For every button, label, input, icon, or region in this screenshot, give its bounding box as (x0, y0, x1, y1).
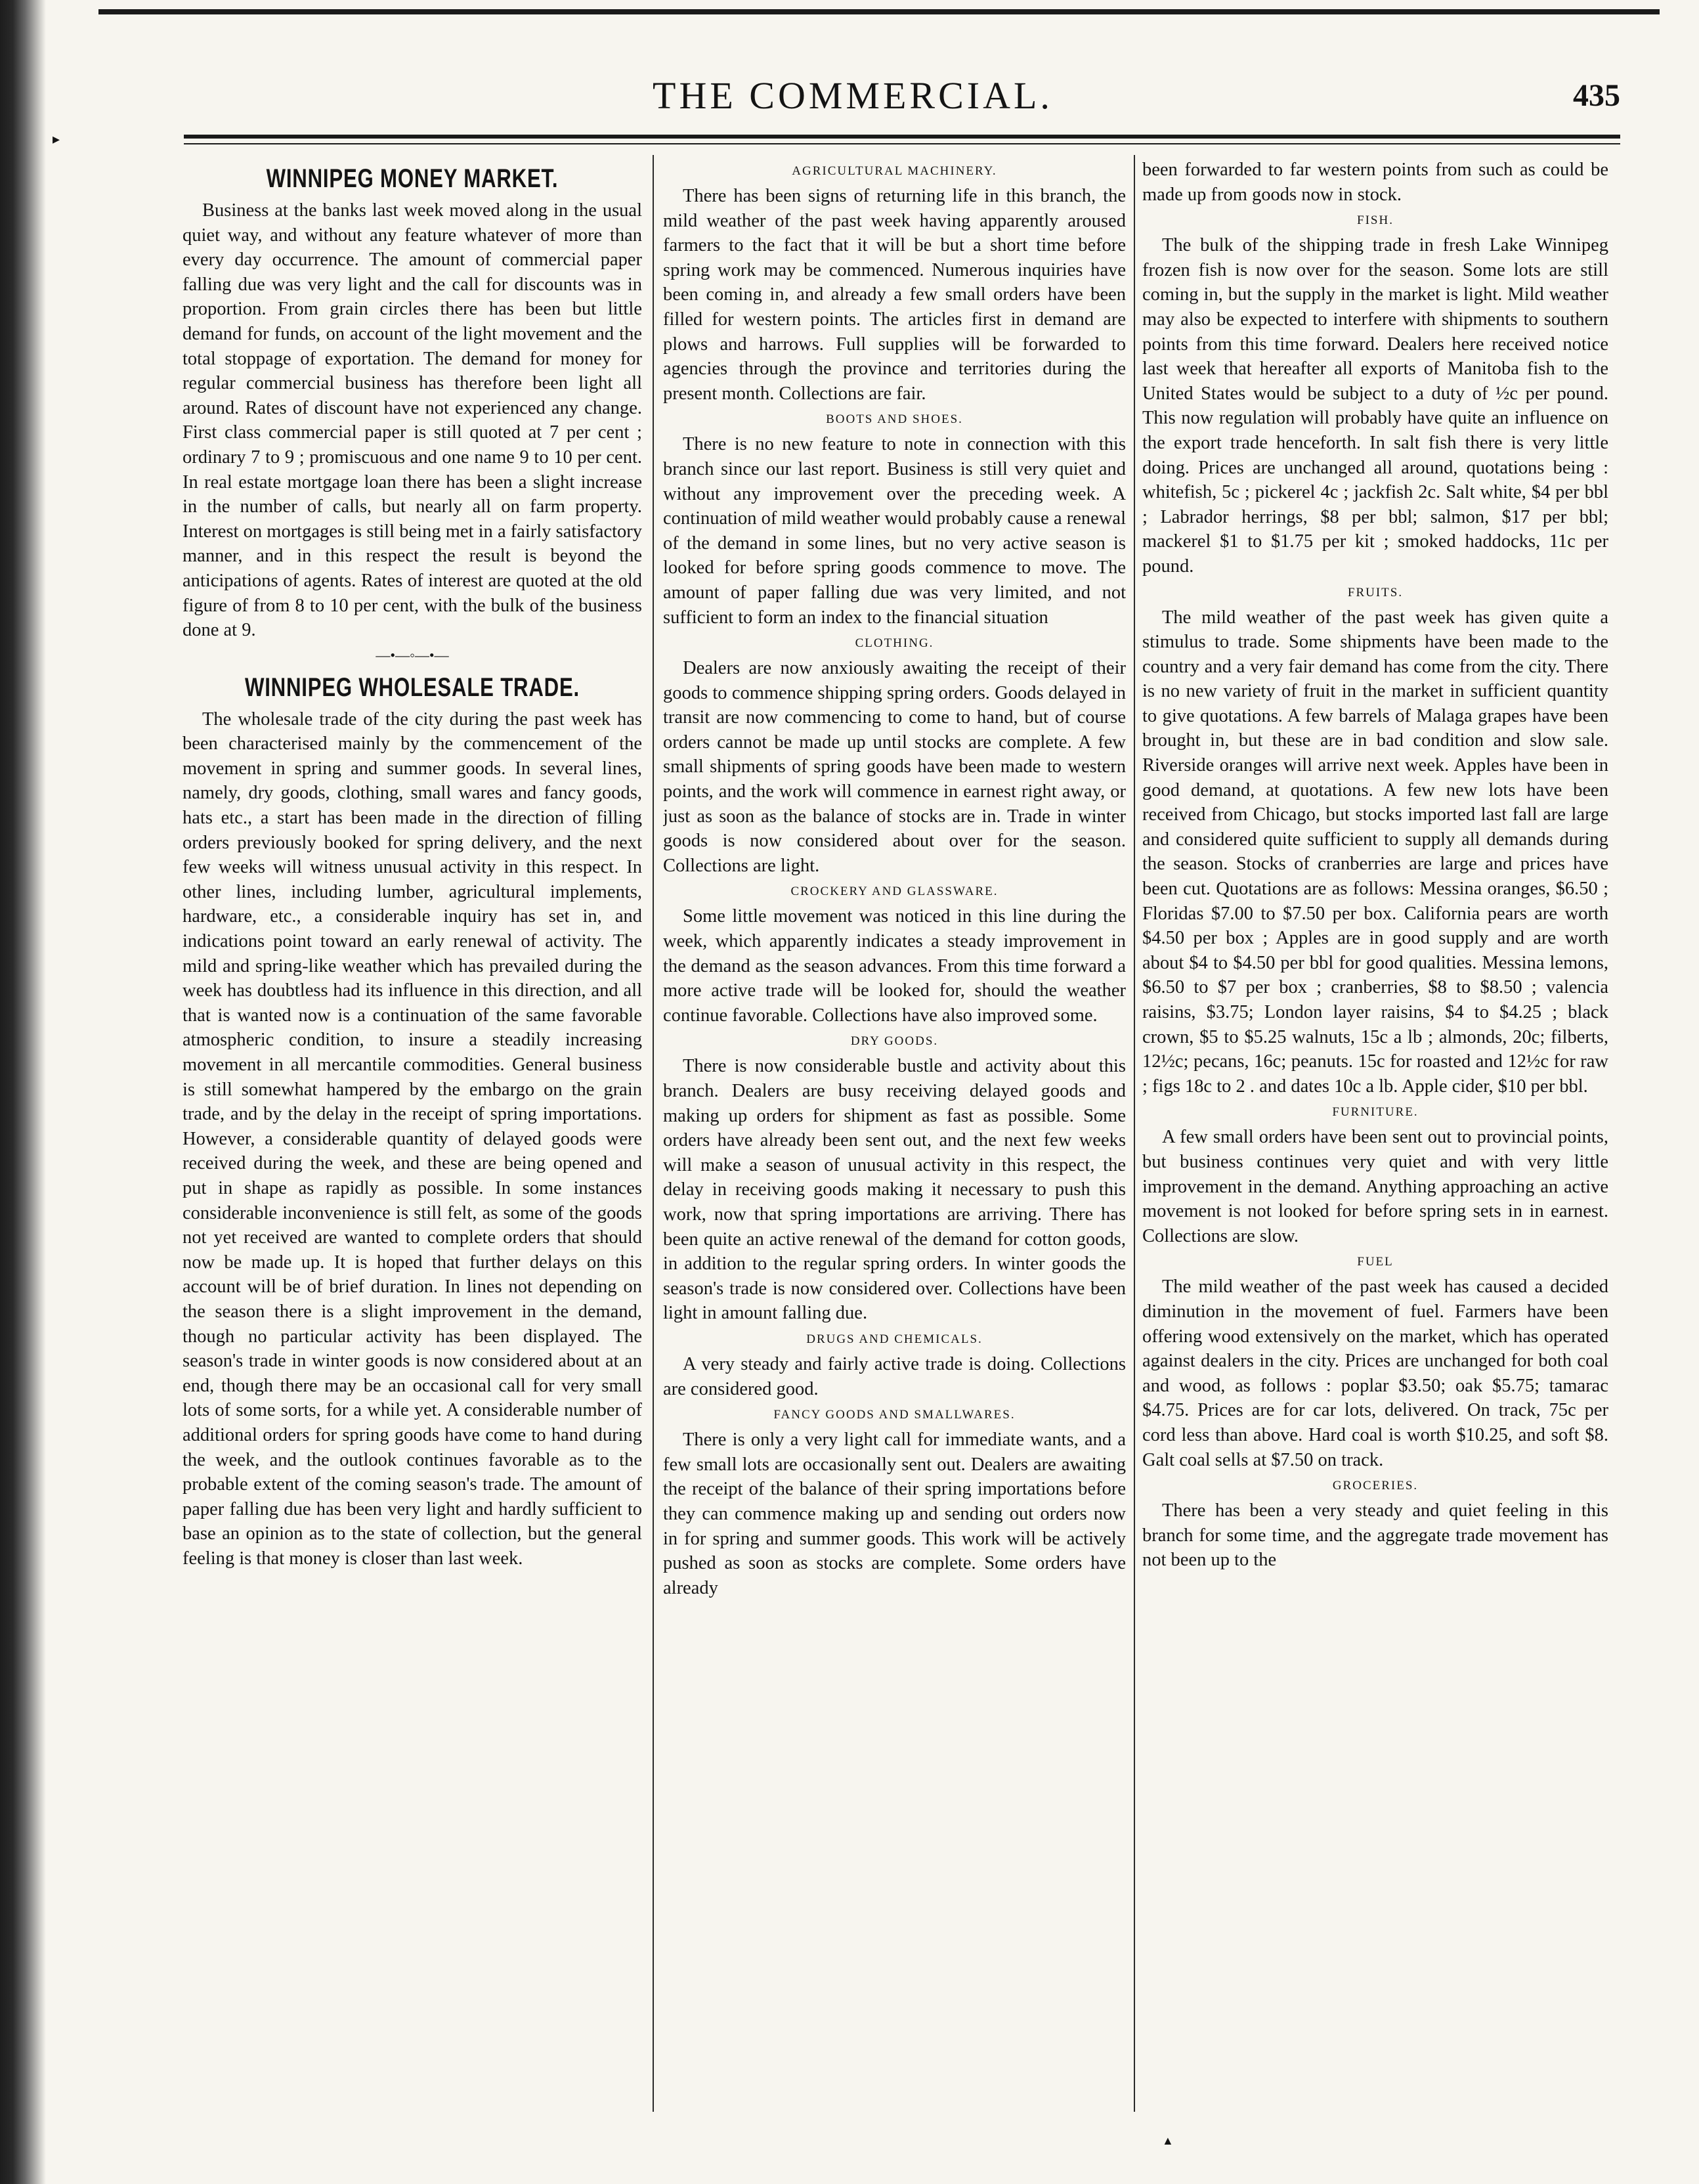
furniture-body: A few small orders have been sent out to provincial points, but business continues very quiet and with very little improvement in the demand. Anything approaching an active movement is not looked for before spring sets in in earnest. Collections are slow. (1142, 1127, 1608, 1246)
fish-body: The bulk of the shipping trade in fresh Lake Winnipeg frozen fish is now over for the season. Some lots are still coming in, but the supply in the market is light. Mild weather may also be expected to interfere with shipments to southern points from this time forward. Dealers here received notice last week that hereafter all exports of Manitoba fish to the United States would be subject to a duty of ½c per pound. This now regulation will probably have quite an influence on the export trade henceforth. In salt fish there is very little doing. Prices are unchanged all around, quotations being : whitefish, 5c ; pickerel 4c ; jackfish 2c. Salt white, $4 per bbl ; Labrador herrings, $8 per bbl; salmon, $17 per bbl; mackerel $1 to $1.75 per kit ; smoked haddocks, 11c per pound. (1142, 235, 1608, 577)
boots-shoes-body: There is no new feature to note in connection with this branch since our last report. Business is still very quiet and without any improvement over the preceding week. A continuation of mild weather would probably cause a renewal of the demand in some lines, but no very active season is looked for before spring goods commence to move. The amount of paper falling due was very limited, and not sufficient to form an index to the financial situation (663, 434, 1126, 628)
drugs-heading: DRUGS AND CHEMICALS. (806, 1332, 983, 1346)
groceries-body: There has been a very steady and quiet feeling in this branch for some time, and the aggregate trade movement has not been up to the (1142, 1500, 1608, 1571)
money-market-body: Business at the banks last week moved along in the usual quiet way, and without any feature whatever of more than every day occurrence. The amount of commercial paper falling due was very light and the call for discounts was in proportion. From grain circles there has been but little demand for funds, on account of the light movement and the total stoppage of exportation. The demand for money for regular commercial business has therefore been light all around. Rates of discount have not experienced any change. First class commercial paper is still quoted at 7 per cent ; ordinary 7 to 9 ; promiscuous and one name 9 to 10 per cent. In real estate mortgage loan there has been a slight increase in the number of calls, but nearly all on farm property. Interest on mortgages is still being met in a fairly satisfactory manner, and in this respect the result is beyond the anticipations of agents. Rates of interest are quoted at the old figure of from 8 to 10 per cent, with the bulk of the business done at 9. (183, 200, 642, 641)
wholesale-trade-body: The wholesale trade of the city during the past week has been characterised mainly by the commencement of the movement in spring and summer goods. In several lines, namely, dry goods, clothing, small wares and fancy goods, hats etc., a start has been made in the direction of filling orders previously booked for spring delivery, and the next few weeks will witness unusual activity in this respect. In other lines, including lumber, agricultural implements, hardware, etc., a considerable inquiry has set in, and indications point toward an early renewal of activity. The mild and spring-like weather which has prevailed during the week has doubtless had its influence in this direction, and all that is wanted now is a continuation of the same favorable atmospheric condition, to insure a steadily increasing movement in all mercantile commodities. General business is still somewhat hampered by the embargo on the grain trade, and by the delay in the receipt of spring importations. However, a considerable quantity of delayed goods were received during the week, and these are being opened and put in shape as rapidly as possible. In some instances considerable inconvenience is still felt, as some of the goods not yet received are wanted to complete orders that should now be made up. It is hoped that further delays on this account will be of brief duration. In lines not depending on the season there is a slight improvement in the demand, though no particular activity has been displayed. The season's trade in winter goods is now considered about at an end, though there may be an occasional call for very small lots of some sorts, for a while yet. A considerable number of additional orders for spring goods have come to hand during the week, and the outlook continues favorable as to the probable extent of the coming season's trade. The amount of paper falling due has been very light and hardly sufficient to base an opinion as to the state of collection, but the general feeling is that money is closer than last week. (183, 709, 642, 1569)
wholesale-trade-heading: WINNIPEG WHOLESALE TRADE. (244, 672, 580, 702)
drugs-body: A very steady and fairly active trade is doing. Collections are considered good. (663, 1353, 1126, 1399)
agricultural-machinery-heading: AGRICULTURAL MACHINERY. (792, 164, 997, 178)
crockery-heading: CROCKERY AND GLASSWARE. (790, 885, 999, 899)
column-2 (663, 158, 1126, 2141)
column-3 (1142, 158, 1608, 2141)
fuel-body: The mild weather of the past week has caused a decided diminution in the movement of fuel. Farmers have been offering wood extensively on the market, which has operated against dealers in the city. Prices are unchanged for both coal and wood, as follows : poplar $3.50; oak $5.75; tamarac $4.75. Prices are for car lots, delivered. On track, 75c per cord less than above. Hard coal is worth $10.25, and soft $8. Galt coal sells at $7.50 on track. (1142, 1277, 1608, 1470)
fruits-body: The mild weather of the past week has given quite a stimulus to trade. Some shipments have been made to the country and a very fair demand has come from the city. There is no new variety of fruit in the market in sufficient quantity to give quotations. A few barrels of Malaga grapes have been brought in, but these are in bad condition and slow sale. Riverside oranges will arrive next week. Apples have been in good demand, at quotations. A few new lots have been received from Chicago, but stocks imported last fall are large and considered quite sufficient to supply all demands during the season. Stocks of cranberries are large and prices have been cut. Quotations are as follows: Messina oranges, $6.50 ; Floridas $7.00 to $7.50 per box. California pears are worth $4.50 per box ; Apples are in good supply and are worth about $4 to $4.50 per bbl for good qualities. Messina lemons, $6.50 to $7 per box ; cranberries, $8 to $8.50 ; valencia raisins, $3.75; London layer raisins, $4 to $4.25 ; black crown, $5 to $5.25 walnuts, 15c a lb ; almonds, 20c; filberts, 12½c; pecans, 16c; peanuts. 15c for roasted and 12½c for raw ; figs 18c to 2 . and dates 10c a lb. Apple cider, $10 per bbl. (1142, 607, 1608, 1097)
clothing-heading: CLOTHING. (855, 636, 934, 651)
fancy-goods-heading: FANCY GOODS AND SMALLWARES. (773, 1408, 1016, 1422)
furniture-heading: FURNITURE. (1332, 1105, 1419, 1120)
column-1 (183, 158, 642, 2141)
fuel-heading: FUEL (1357, 1255, 1394, 1269)
page-header (85, 72, 1620, 125)
money-market-heading: WINNIPEG MONEY MARKET. (266, 164, 559, 193)
scan-edge-shadow (0, 0, 46, 2184)
masthead: THE COMMERCIAL. (653, 74, 1053, 117)
header-rule-thick (184, 135, 1620, 139)
groceries-heading: GROCERIES. (1332, 1479, 1419, 1493)
crockery-body: Some little movement was noticed in this line during the week, which apparently indicates a steady improvement in the demand as the season advances. From this time forward a more active trade will be looked for, should the weather continue favorable. Collections have also improved some. (663, 906, 1126, 1026)
dry-goods-body: There is now considerable bustle and activity about this branch. Dealers are busy receiving delayed goods and making up orders for shipment as fast as possible. Some orders have already been sent out, and the next few weeks will make a season of unusual activity in this respect, the delay in receiving goods making it necessary to push this work, now that spring importations are arriving. There has been quite an active renewal of the demand for cotton goods, in addition to the regular spring orders. In winter goods the season's trade is now considered over. Collections have been light in amount falling due. (663, 1056, 1126, 1324)
fancy-goods-body: There is only a very light call for immediate wants, and a few small lots are occasionally sent out. Dealers are awaiting the receipt of the balance of their spring importations before they can commence making up and sending out orders now in for spring and summer goods. This work will be actively pushed as soon as stocks are complete. Some orders have already (663, 1430, 1126, 1598)
column-divider-1 (653, 155, 654, 2112)
header-rule-thin (184, 143, 1620, 144)
clothing-body: Dealers are now anxiously awaiting the receipt of their goods to commence shipping spring orders. Goods delayed in transit are now commencing to come to hand, but of course orders cannot be made up until stocks are complete. A few small shipments of spring goods have been made to western points, and the work will commence in earnest right away, or just as soon as the balance of stocks are in. Trade in winter goods is now considered about over for the season. Collections are light. (663, 658, 1126, 876)
continued-text: been forwarded to far western points from such as could be made up from goods now in stock. (1142, 160, 1608, 205)
boots-shoes-heading: BOOTS AND SHOES. (826, 412, 963, 427)
margin-mark: ▸ (53, 131, 60, 147)
dry-goods-heading: DRY GOODS. (850, 1034, 939, 1049)
fish-heading: FISH. (1357, 213, 1394, 228)
agricultural-machinery-body: There has been signs of returning life in this branch, the mild weather of the past week having apparently aroused farmers to the fact that it will be but a short time before spring work may be commenced. Numerous inquiries have been coming in, and already a few small orders have been filled for western points. The articles first in demand are plows and harrows. Full supplies will be forwarded to agencies through the province and territories during the present month. Collections are fair. (663, 186, 1126, 404)
fruits-heading: FRUITS. (1347, 585, 1404, 600)
top-rule (98, 9, 1660, 14)
footer-mark: ▲ (1162, 2134, 1174, 2147)
page-number: 435 (1573, 78, 1620, 113)
section-ornament: —•—◦—•— (376, 646, 449, 663)
column-divider-2 (1134, 155, 1135, 2112)
